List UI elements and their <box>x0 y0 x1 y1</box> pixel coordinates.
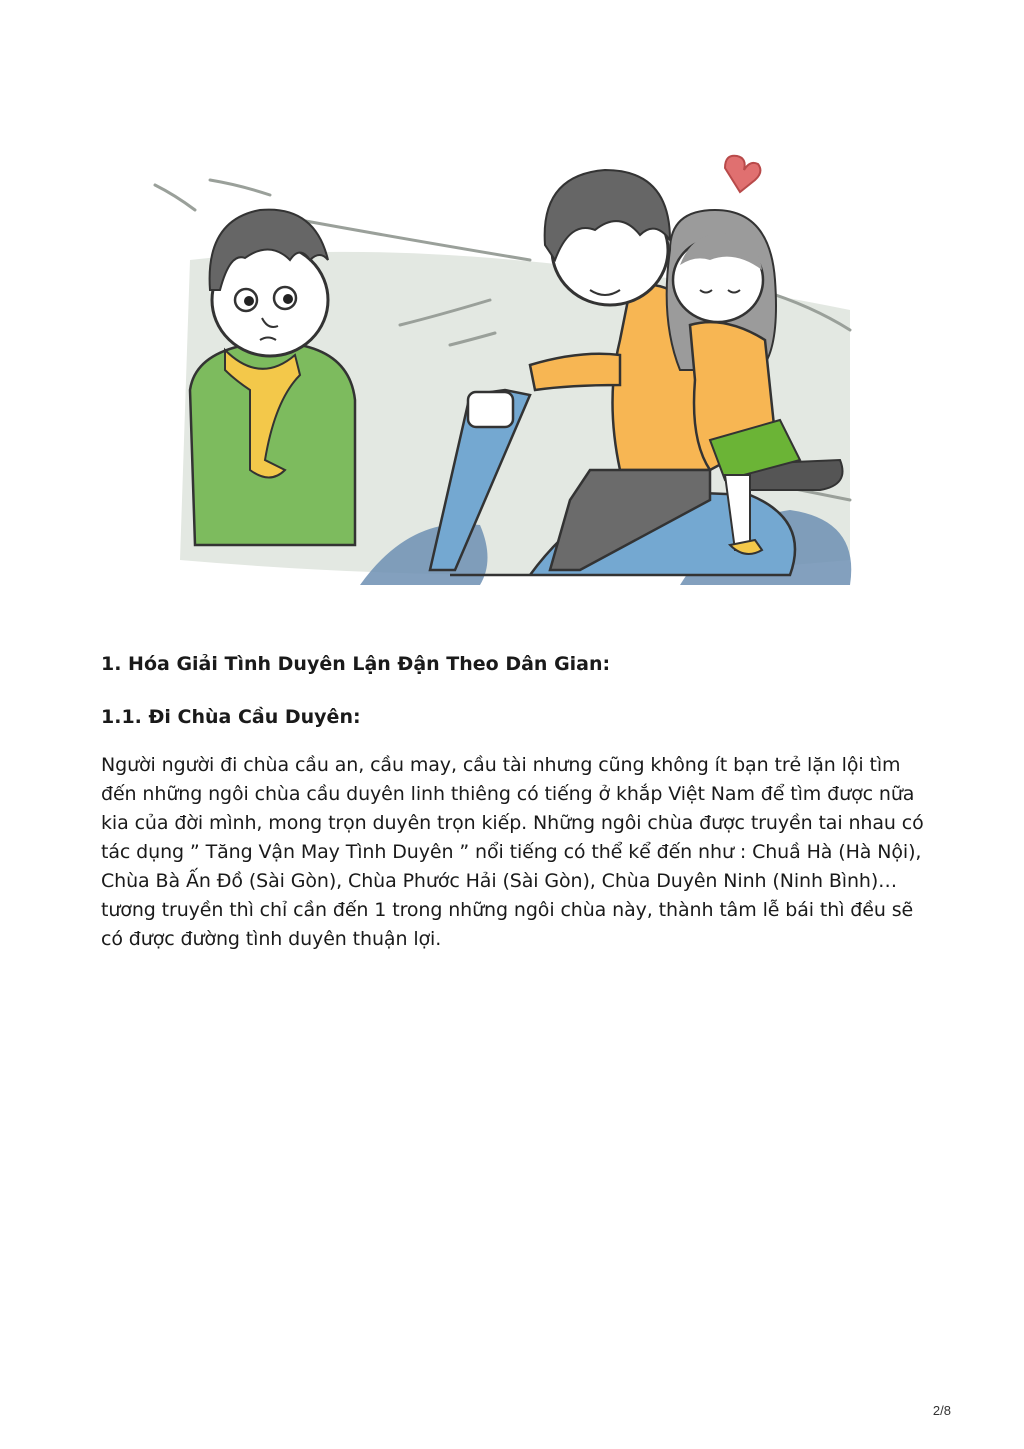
illustration <box>150 140 870 600</box>
heart-icon <box>725 156 760 192</box>
cartoon-couple-on-motorbike-illustration <box>150 140 870 600</box>
body-paragraph: Người người đi chùa cầu an, cầu may, cầu tài nhưng cũng không ít bạn trẻ lặn lội tìm đến những ngôi chùa cầu duyên linh thiêng có tiếng ở khắp Việt Nam để tìm được nữa kia của đời mình, mong trọn duyên trọn kiếp. Những ngôi chùa được truyền tai nhau có tác dụng ” Tăng Vận May Tình Duyên ” nổi tiếng có thể kể đến như : Chuầ Hà (Hà Nội), Chùa Bà Ấn Đồ (Sài Gòn), Chùa Phước Hải (Sài Gòn), Chùa Duyên Ninh (Ninh Bình)…tương truyền thì chỉ cần đến 1 trong những ngôi chùa này, thành tâm lễ bái thì đều sẽ có được đường tình duyên thuận lợi. <box>101 754 924 951</box>
page-number: 2/8 <box>932 1403 951 1418</box>
article-content <box>101 652 931 954</box>
subsection-heading: 1.1. Đi Chùa Cầu Duyên: <box>101 705 361 728</box>
section-heading: 1. Hóa Giải Tình Duyên Lận Đận Theo Dân Gian: <box>101 653 611 675</box>
